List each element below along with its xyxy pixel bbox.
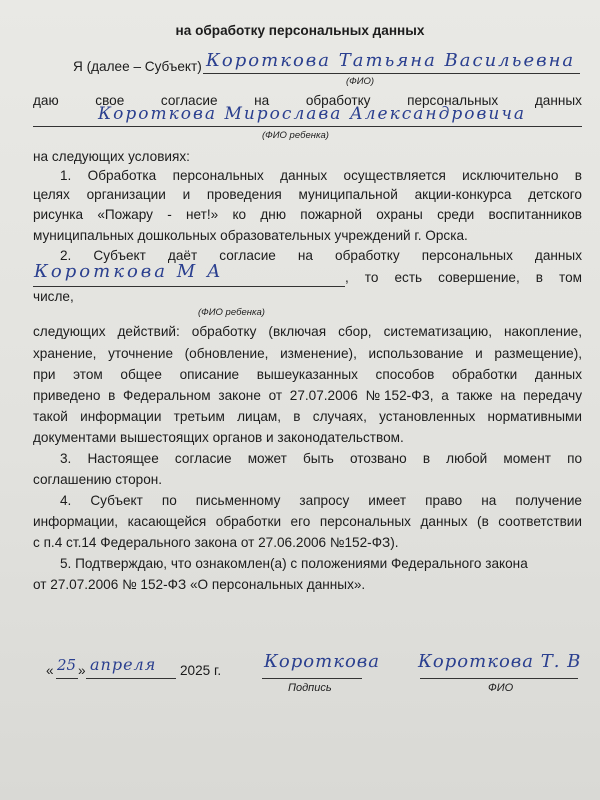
consent-word: персональных [407,93,499,108]
p5-line: 5. Подтверждаю, что ознакомлен(а) с положениями Федерального закона [60,556,528,571]
signature-caption: Подпись [288,682,332,694]
p4-line: 4. Субъект по письменному запросу имеет право на получение [60,493,582,508]
p2-line: документами вышестоящих органов и законодательством. [33,430,404,445]
consent-word: данных [534,93,582,108]
fio-sign-underline [420,678,578,679]
p2-line: хранение, уточнение (обновление, изменение), использование и размещение), [33,346,582,361]
date-year: 2025 г. [180,663,222,678]
p2-line: при этом общее описание вышеуказанных способов обработки данных [33,367,582,382]
p1-line: 1. Обработка персональных данных осуществляется исключительно в [60,168,582,183]
p2-line: числе, [33,289,74,304]
p1-line: муниципальных дошкольных образовательных учреждений г. Орска. [33,228,468,243]
fio-child-caption: (ФИО ребенка) [262,130,329,141]
p1-line: целях организации и проведения муниципальной акции-конкурса детского [33,187,582,202]
consent-word: согласие [160,93,218,108]
p3-line: 3. Настоящее согласие может быть отозвано в любой момент по [60,451,582,466]
signature-underline [262,678,362,679]
fio-caption: (ФИО) [346,76,375,87]
child-name-underline [33,126,582,127]
p2-line: приведено в Федеральном законе от 27.07.2006 №152-ФЗ, а также на передачу [33,388,582,403]
p4-line: информации, касающейся обработки его персональных данных (в соответствии [33,514,582,529]
date-open-quote: « [46,663,54,678]
p4-line: с п.4 ст.14 Федерального закона от 27.06.2006 №152-ФЗ). [33,535,399,550]
p3-line: соглашению сторон. [33,472,163,487]
consent-word: даю [33,93,59,108]
subject-name-underline [203,73,580,74]
p2-line: , то есть совершение, в том [345,270,582,285]
subject-name-handwritten: Короткова Татьяна Васильевна [206,50,576,71]
consent-word: обработку [305,93,371,108]
p2-line: следующих действий: обработку (включая сбор, систематизацию, накопление, [33,324,582,339]
document-title: на обработку персональных данных [175,23,425,38]
date-day-underline [56,678,78,679]
p1-line: рисунка «Пожару - нет!» ко дню пожарной охраны среди воспитанников [33,207,582,222]
date-day-handwritten: 25 [57,656,77,674]
date-month-handwritten: апреля [90,655,157,674]
p5-line: от 27.07.2006 № 152-ФЗ «О персональных данных». [33,577,366,592]
consent-word: на [254,93,270,108]
p2-child-handwritten: Короткова М А [34,261,224,282]
p2-child-underline [33,286,345,287]
date-month-underline [86,678,176,679]
fio-handwritten: Короткова Т. В [418,651,582,672]
date-close-quote: » [78,663,86,678]
fio-sign-caption: ФИО [488,682,514,694]
signature-handwritten: Короткова [264,651,380,672]
p2-line: 2. Субъект даёт согласие на обработку персональных данных [60,248,582,263]
child-name-handwritten: Короткова Мирослава Александровича [98,104,527,124]
consent-word: свое [95,93,125,108]
conditions-intro: на следующих условиях: [33,149,190,164]
subject-prefix: Я (далее – Субъект) [73,59,202,74]
p2-line: такой информации третьим лицам, в случаях, установленных нормативными [33,409,582,424]
p2-fio-child-caption: (ФИО ребенка) [198,307,265,318]
